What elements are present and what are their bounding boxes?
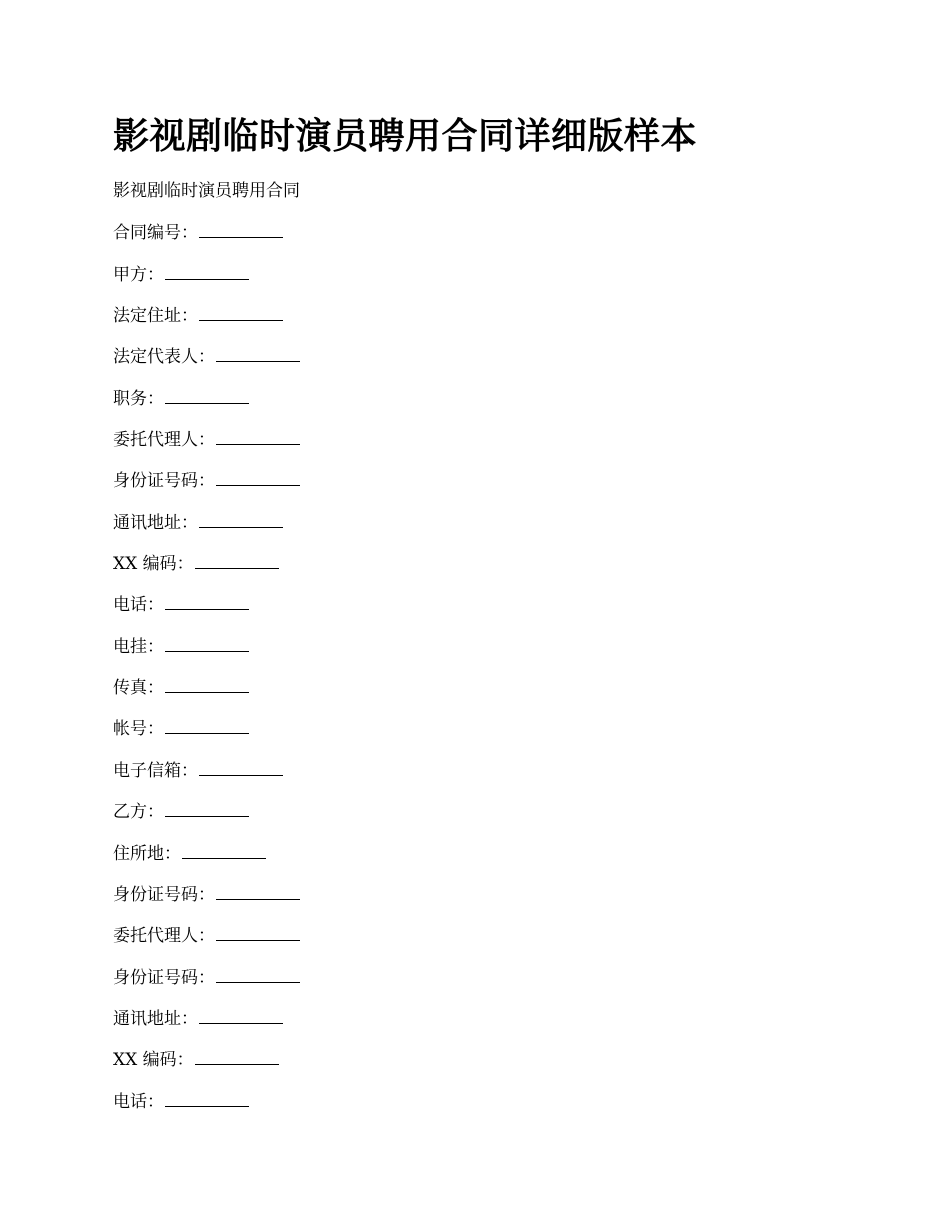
field-telegraph: 电挂： bbox=[113, 633, 300, 674]
fill-in-blank bbox=[165, 1088, 249, 1107]
field-party-b-residence: 住所地： bbox=[113, 840, 300, 881]
fill-in-blank bbox=[195, 550, 279, 569]
field-contract-number: 合同编号： bbox=[113, 219, 300, 260]
document-title: 影视剧临时演员聘用合同详细版样本 bbox=[113, 115, 698, 157]
fill-in-blank bbox=[165, 674, 249, 693]
field-party-a: 甲方： bbox=[113, 261, 300, 302]
field-fax: 传真： bbox=[113, 674, 300, 715]
field-party-b-id-number: 身份证号码： bbox=[113, 881, 300, 922]
fill-in-blank bbox=[182, 840, 266, 859]
fill-in-blank bbox=[165, 385, 249, 404]
fill-in-blank bbox=[195, 1046, 279, 1065]
fill-in-blank bbox=[199, 1005, 283, 1024]
field-party-b: 乙方： bbox=[113, 798, 300, 839]
field-party-b-postal-code: XX 编码： bbox=[113, 1046, 300, 1087]
field-party-b-mailing-address: 通讯地址： bbox=[113, 1005, 300, 1046]
field-party-b-agent-id-number: 身份证号码： bbox=[113, 964, 300, 1005]
fill-in-blank bbox=[165, 715, 249, 734]
field-position: 职务： bbox=[113, 385, 300, 426]
fill-in-blank bbox=[165, 261, 249, 280]
field-email: 电子信箱： bbox=[113, 757, 300, 798]
fill-in-blank bbox=[199, 757, 283, 776]
fill-in-blank bbox=[216, 922, 300, 941]
contract-fields bbox=[113, 178, 300, 1129]
field-party-a-postal-code: XX 编码： bbox=[113, 550, 300, 591]
fill-in-blank bbox=[216, 343, 300, 362]
fill-in-blank bbox=[216, 467, 300, 486]
field-party-b-agent: 委托代理人： bbox=[113, 922, 300, 963]
fill-in-blank bbox=[165, 633, 249, 652]
fill-in-blank bbox=[216, 881, 300, 900]
field-party-b-phone: 电话： bbox=[113, 1088, 300, 1129]
field-party-a-agent: 委托代理人： bbox=[113, 426, 300, 467]
field-party-a-legal-address: 法定住址： bbox=[113, 302, 300, 343]
field-account-number: 帐号： bbox=[113, 715, 300, 756]
fill-in-blank bbox=[165, 798, 249, 817]
fill-in-blank bbox=[199, 302, 283, 321]
fill-in-blank bbox=[165, 591, 249, 610]
field-party-a-mailing-address: 通讯地址： bbox=[113, 509, 300, 550]
document-subtitle: 影视剧临时演员聘用合同 bbox=[113, 181, 300, 201]
field-party-a-id-number: 身份证号码： bbox=[113, 467, 300, 508]
fill-in-blank bbox=[199, 219, 283, 238]
fill-in-blank bbox=[216, 426, 300, 445]
fill-in-blank bbox=[216, 964, 300, 983]
field-legal-representative: 法定代表人： bbox=[113, 343, 300, 384]
fill-in-blank bbox=[199, 509, 283, 528]
field-party-a-phone: 电话： bbox=[113, 591, 300, 632]
